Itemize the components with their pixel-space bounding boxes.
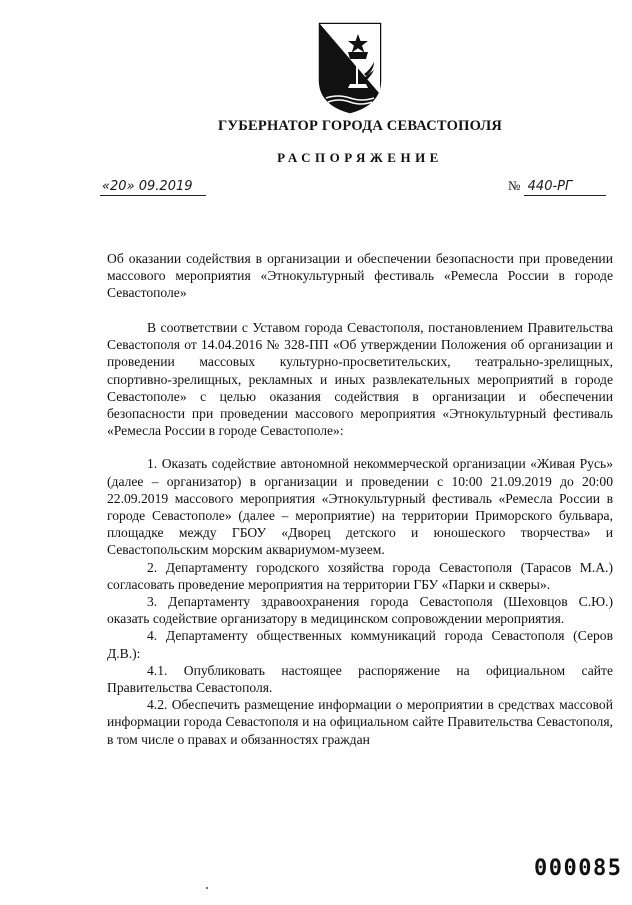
item-1-paragraph: 1. Оказать содействие автономной некоммерческой организации «Живая Русь» (далее – организатор) в организации и проведении с 10:00 21.09.2019 до 20:00 22.09.2019 массового мероприятия «Этнокультурный фестиваль «Ремесла России в городе Севастополе» (далее – мероприятие) на территории Приморского бульвара, площадке между ГБОУ «Дворец детского и юношеского творчества» и Севастопольским морским аквариумом-музеем.	[107, 456, 613, 558]
item-4-2-paragraph: 4.2. Обеспечить размещение информации о мероприятии в средствах массовой информации города Севастополя и на официальном сайте Правительства Севастополя, в том числе о правах и обязанностях граждан	[107, 697, 613, 747]
document-type: РАСПОРЯЖЕНИЕ	[277, 150, 443, 165]
sevastopol-coat-of-arms	[318, 22, 382, 114]
issuing-authority: ГУБЕРНАТОР ГОРОДА СЕВАСТОПОЛЯ	[217, 118, 503, 134]
date-close-quote: »	[126, 179, 135, 194]
document-body	[107, 319, 613, 748]
item-4-1-paragraph: 4.1. Опубликовать настоящее распоряжение на официальном сайте Правительства Севастополя.	[107, 662, 613, 696]
item-3-paragraph: 3. Департаменту здравоохранения города Севастополя (Шеховцов С.Ю.) оказать содействие организатору в медицинском сопровождении мероприятия.	[107, 594, 613, 627]
page-code-stamp: 000085	[534, 856, 623, 881]
date-month-year: 09.2019	[138, 179, 193, 194]
number-value: 440-РГ	[524, 179, 606, 196]
date-handwritten	[100, 179, 206, 196]
preamble-paragraph: В соответствии с Уставом города Севастополя, постановлением Правительства Севастополя от 14.04.2016 № 328-ПП «Об утверждении Положения об организации и проведении массовых культурно-просветительских, театрально-зрелищных, спортивно-зрелищных, рекламных и иных развлекательных мероприятий в городе Севастополе» с целью оказания содействия в организации и обеспечении безопасности при проведении массового мероприятия «Этнокультурный фестиваль «Ремесла России в городе Севастополе»:	[107, 320, 613, 439]
item-4-paragraph: 4. Департаменту общественных коммуникаций города Севастополя (Серов Д.В.):	[107, 628, 613, 661]
date-open-quote: «	[102, 179, 111, 194]
number-sign: №	[508, 178, 521, 193]
document-number	[508, 178, 606, 196]
document-date	[100, 178, 206, 196]
date-day: 20	[110, 179, 127, 194]
scan-speck	[206, 887, 208, 889]
document-subject: Об оказании содействия в организации и обеспечении безопасности при проведении массового мероприятия «Этнокультурный фестиваль «Ремесла России в городе Севастополе»	[107, 251, 613, 300]
item-2-paragraph: 2. Департаменту городского хозяйства города Севастополя (Тарасов М.А.) согласовать проведение мероприятия на территории ГБУ «Парки и скверы».	[107, 559, 613, 592]
